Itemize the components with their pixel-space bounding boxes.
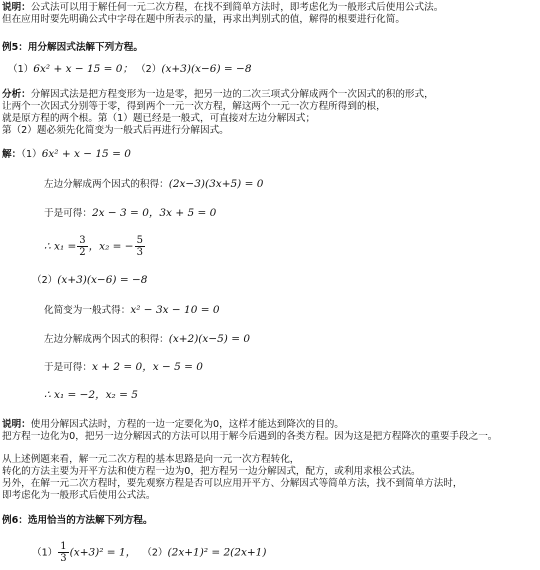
root-1-numerator: 3 xyxy=(79,235,86,246)
solution-header xyxy=(2,148,131,161)
explanation-line-2: 把方程一边化为0，把另一边分解因式的方法可以用于解今后遇到的各类方程。因为这是把方程降次的重要手段之一。 xyxy=(2,431,498,442)
step-2-equation: 2x − 3 = 0，3x + 5 = 0 xyxy=(91,207,217,219)
intro-line-2: 但在应用时要先明确公式中字母在题中所表示的量，再求出判别式的值，解得的根要进行化简。 xyxy=(2,14,405,25)
solution-roots-1 xyxy=(44,235,146,258)
explanation-text-1: 使用分解因式法时，方程的一边一定要化为0，这样才能达到降次的目的。 xyxy=(30,419,344,430)
step-5-equation: x + 2 = 0，x − 5 = 0 xyxy=(91,361,203,373)
summary-line-1: 从上述例题来看，解一元二次方程的基本思路是向一元一次方程转化， xyxy=(2,454,300,465)
step-5-text: 于是可得： xyxy=(44,362,92,373)
analysis-label: 分析： xyxy=(2,89,31,100)
explanation-label: 说明： xyxy=(2,419,31,430)
summary-line-4: 即考虑化为一般形式后使用公式法。 xyxy=(2,490,156,501)
root-2-numerator: 5 xyxy=(136,235,143,246)
step-1-text: 左边分解成两个因式的积得： xyxy=(44,179,169,190)
solution-step-4 xyxy=(44,333,250,346)
solution-step-3 xyxy=(44,304,220,317)
solution-roots-2: ∴ x₁ = −2，x₂ = 5 xyxy=(44,389,138,401)
solution-step-5 xyxy=(44,361,203,374)
step-3-text: 化简变为一般式得： xyxy=(44,305,131,316)
example-6-title: 例6：选用恰当的方法解下列方程。 xyxy=(2,515,153,526)
root-1-denominator: 2 xyxy=(79,247,86,258)
root-2-denominator: 3 xyxy=(136,247,143,258)
step-2-text: 于是可得： xyxy=(44,208,92,219)
ex6-p1-numerator: 1 xyxy=(60,541,67,552)
solution-step-2 xyxy=(44,207,216,220)
intro-label: 说明： xyxy=(2,2,31,13)
ex6-p2-label: （2） xyxy=(142,547,168,559)
ex6-p1-denominator: 3 xyxy=(60,553,67,564)
example-6-problems xyxy=(32,541,266,564)
root-1-fraction xyxy=(77,235,87,258)
analysis-line-3: 就是原方程的两个根。第（1）题已经是一般式，可直接对左边分解因式； xyxy=(2,113,316,124)
root-2-fraction xyxy=(135,235,145,258)
solution-label: 解： xyxy=(2,149,22,160)
sol-p2-equation: (x+3)(x−6) = −8 xyxy=(57,274,148,286)
analysis-text-1: 分解因式法是把方程变形为一边是零，把另一边的二次三项式分解成两个一次因式的积的形式， xyxy=(30,89,434,100)
summary-line-3: 另外，在解一元二次方程时，要先观察方程是否可以应用开平方、分解因式等简单方法，找不到简单方法时， xyxy=(2,478,463,489)
sol-p1-equation: 6x² + x − 15 = 0 xyxy=(41,148,131,160)
example-5-title: 例5：用分解因式法解下列方程。 xyxy=(2,42,143,53)
ex5-p1-equation: 6x² + x − 15 = 0； xyxy=(33,63,133,75)
intro-text-1: 公式法可以用于解任何一元二次方程，在找不到简单方法时，即考虑化为一般形式后使用公式法。 xyxy=(30,2,444,13)
analysis-line-4: 第（2）题必须先化简变为一般式后再进行分解因式。 xyxy=(2,125,229,136)
root-1-prefix: ∴ x₁ = xyxy=(44,240,77,253)
sol-p1-label: （1） xyxy=(21,149,42,160)
step-3-equation: x² − 3x − 10 = 0 xyxy=(130,304,220,316)
solution-step-1 xyxy=(44,178,263,191)
ex5-p1-label: （1） xyxy=(8,64,34,75)
sol-p2-label: （2） xyxy=(32,275,58,286)
step-1-equation: (2x−3)(3x+5) = 0 xyxy=(168,178,264,190)
ex6-p1-label: （1） xyxy=(32,547,58,559)
ex5-p2-equation: (x+3)(x−6) = −8 xyxy=(161,63,252,75)
ex6-p1-equation: (x+3)² = 1， xyxy=(69,546,137,559)
solution-part-2 xyxy=(32,274,147,287)
ex6-p2-equation: (2x+1)² = 2(2x+1) xyxy=(167,546,267,559)
summary-line-2: 转化的方法主要为开平方法和使方程一边为0，把方程另一边分解因式，配方，或利用求根公式法。 xyxy=(2,466,421,477)
step-4-equation: (x+2)(x−5) = 0 xyxy=(168,333,251,345)
step-4-text: 左边分解成两个因式的积得： xyxy=(44,334,169,345)
analysis-line-2: 让两个一次因式分别等于零，得到两个一元一次方程，解这两个一元一次方程所得到的根， xyxy=(2,101,386,112)
ex5-p2-label: （2） xyxy=(136,64,162,75)
example-5-problems xyxy=(8,63,252,76)
ex6-p1-fraction xyxy=(58,541,68,564)
root-2-prefix: ，x₂ = − xyxy=(88,240,134,253)
